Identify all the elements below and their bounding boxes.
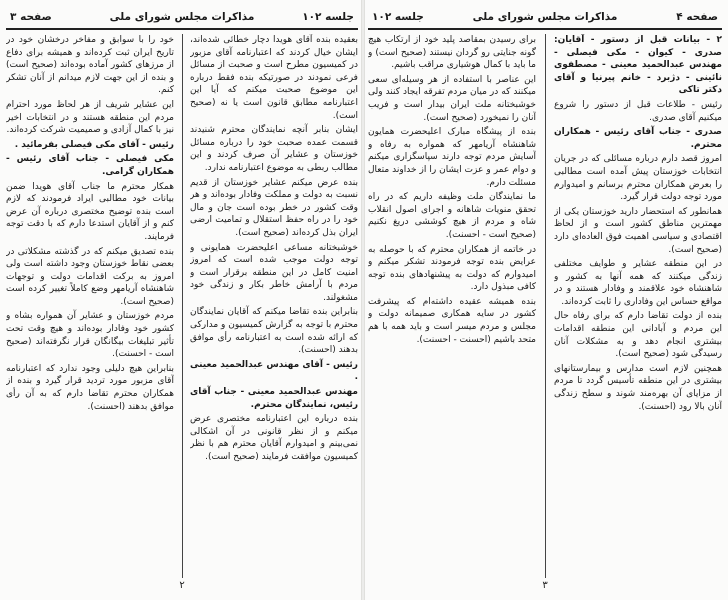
paragraph: بنابراین بنده تقاضا میکنم که آقایان نمایندگان محترم با توجه به گزارش کمیسیون و مدارکی که ارائه شده است به اعتبارنامه رأی موافق بدهند (احسنت).: [190, 307, 358, 356]
paragraph: همچنین لازم است مدارس و بیمارستانهای بیشتری در این منطقه تأسیس گردد تا مردم از مزایای آن بهره‌مند شوند و سطح زندگی آنان بالا رود (احسنت).: [554, 363, 722, 412]
right-page-label: صفحه ۴: [676, 11, 718, 23]
right-page: [368, 6, 722, 592]
paragraph: ایشان بنابر آنچه نمایندگان محترم شنیدند قسمت عمده صحبت خود را درباره مسائل خوزستان و عشایر آن صرف کردند و این مطالب ربطی به موضوع اعتبارنامه ندارد.: [190, 125, 358, 173]
paragraph: بنده عرض میکنم عشایر خوزستان از قدیم نسبت به دولت و مملکت وفادار بوده‌اند و هر وقت کشور در خطر بوده است جان و مال خود را در راه حفظ استقلال و تمامیت ارضی ایران بذل کرده‌اند (صحیح است).: [190, 177, 358, 238]
right-page-session: جلسه ۱۰۲: [372, 11, 424, 23]
paragraph: بنده از پیشگاه مبارک اعلیحضرت همایون شاهنشاه آریامهر که همواره به رفاه و آسایش مردم توجه دارند سپاسگزاری میکنم و دوام عمر و عزت ایشان را از خداوند متعال مسئلت دارم.: [368, 127, 536, 188]
paragraph: ما نمایندگان ملت وظیفه داریم که در راه تحقق منویات شاهانه و اجرای اصول انقلاب شاه و مردم از هیچ کوششی دریغ نکنیم (صحیح است - احسنت).: [368, 192, 536, 240]
paragraph: بنده درباره این اعتبارنامه مختصری عرض میکنم و از نظر قانونی در آن اشکالی نمی‌بینم و امیدوارم آقایان محترم هم با نظر کمیسیون موافقت فرمایند (صحیح است).: [190, 414, 358, 462]
paragraph: در این منطقه عشایر و طوایف مختلفی زندگی میکنند که همه آنها به کشور و شاهنشاه خود علاقمند و وفادار هستند و در مواقع حساس این وفاداری را ثابت کرده‌اند.: [554, 259, 722, 307]
paragraph: بنده همیشه عقیده داشته‌ام که پیشرفت کشور در سایه همکاری صمیمانه دولت و مجلس و مردم میسر است و باید همه با هم متحد باشیم (احسنت - احسنت).: [368, 296, 536, 345]
right-page-title: مذاکرات مجلس شورای ملی: [472, 11, 618, 23]
right-page-header: [368, 6, 722, 30]
paragraph: بنده تصدیق میکنم که در گذشته مشکلاتی در بعضی نقاط خوزستان وجود داشته است ولی امروز به برکت اقدامات دولت و توجهات شاهنشاه آریامهر وضع کاملاً تغییر کرده است (صحیح است).: [6, 246, 174, 307]
left-page: [6, 6, 358, 592]
speaker-line: صدری - جناب آقای رئیس - همکاران محترم.: [554, 127, 722, 150]
right-page-columns: [368, 34, 722, 578]
paragraph: خود را با سوابق و مفاخر درخشان خود در تاریخ ایران ثبت کرده‌اند و همیشه برای دفاع از مرزهای کشور آماده بوده‌اند (صحیح است) و بنده از این جهت لازم میدانم از آنان تشکر کنم.: [6, 35, 174, 96]
paragraph: ۲ - بیانات قبل از دستور - آقایان: صدری - کیوان - مکی فیصلی - مهندس عبدالحمید معینی - مصطفوی نائینی - دژبرد - خانم پیرنیا و آقای دکتر تاکی: [554, 35, 722, 96]
left-page-label: صفحه ۳: [10, 11, 52, 23]
left-page-columns: [6, 34, 358, 578]
paragraph: برای رسیدن بمقاصد پلید خود از ارتکاب هیچ گونه جنایتی رو گردان نیستند (صحیح است) و ما باید با کمال هوشیاری مراقب باشیم.: [368, 35, 536, 71]
left-page-column-left: [6, 34, 174, 578]
speaker-line: مکی فیصلی - جناب آقای رئیس - همکاران گرامی.: [6, 154, 174, 177]
paragraph: در خاتمه از همکاران محترم که با حوصله به عرایض بنده توجه فرمودند تشکر میکنم و امیدوارم که دولت به پیشنهادهای بنده توجه کافی مبذول دارد.: [368, 244, 536, 293]
column-divider: [545, 34, 546, 578]
left-page-folio: ۲: [179, 580, 185, 591]
paragraph: مردم خوزستان و عشایر آن همواره بشاه و کشور خود وفادار بوده‌اند و هیچ وقت تحت تأثیر تبلیغات بیگانگان قرار نگرفته‌اند (صحیح است - احسنت).: [6, 311, 174, 360]
book-gutter: [361, 0, 365, 600]
paragraph: بنابراین هیچ دلیلی وجود ندارد که اعتبارنامه آقای مزبور مورد تردید قرار گیرد و بنده از همکاران محترم تقاضا دارم که به آن رأی موافق بدهند (احسنت).: [6, 363, 174, 412]
right-page-folio: ۳: [542, 580, 548, 591]
right-page-column-left: [368, 34, 536, 578]
column-divider: [182, 34, 183, 578]
paragraph: امروز قصد دارم درباره مسائلی که در جریان انتخابات خوزستان پیش آمده است مطالبی را بعرض همکاران محترم برسانم و امیدوارم مورد توجه دولت قرار گیرد.: [554, 154, 722, 203]
left-page-header: [6, 6, 358, 30]
speaker-line: رئیس - آقای مکی فیصلی بفرمائید .: [14, 139, 174, 150]
paragraph: این عناصر با استفاده از هر وسیله‌ای سعی میکنند که در میان مردم تفرقه ایجاد کنند ولی خوشبختانه ملت ایران بیدار است و فریب آنان را نمیخورد (صحیح است).: [368, 74, 536, 123]
left-page-session: جلسه ۱۰۲: [302, 11, 354, 23]
paragraph: بعقیده بنده آقای هویدا دچار خطائی شده‌اند، ایشان خیال کردند که اعتبارنامه آقای مزبور در کمیسیون مطرح است و صحبت از مسائل فرعی نمودند در صورتیکه بنده فقط درباره این موضوع صحبت میکنم که آیا این اعتبارنامه مطابق قانون است یا نه (صحیح است).: [190, 35, 358, 121]
paragraph: بنده از دولت تقاضا دارم که برای رفاه حال این مردم و آبادانی این منطقه اقدامات بیشتری انجام دهد و به مشکلات آنان رسیدگی شود (صحیح است).: [554, 311, 722, 360]
paragraph: خوشبختانه مساعی اعلیحضرت همایونی و توجه دولت موجب شده است که امروز امنیت کامل در این منطقه برقرار است و مردم با آرامش خاطر بکار و زندگی خود مشغولند.: [190, 242, 358, 303]
paragraph: همانطور که استحضار دارید خوزستان یکی از مهمترین مناطق کشور است و از لحاظ اقتصادی و سیاسی اهمیت فوق العاده‌ای دارد (صحیح است).: [554, 206, 722, 255]
paragraph: این عشایر شریف از هر لحاظ مورد احترام مردم این منطقه هستند و در انتخابات اخیر نیز با کمال آزادی و صمیمیت شرکت کرده‌اند.: [6, 99, 174, 136]
left-page-column-right: [190, 34, 358, 578]
paragraph: رئیس - طلاعات قبل از دستور را شروع میکنیم آقای صدری.: [554, 99, 722, 123]
speaker-line: مهندس عبدالحمید معینی - جناب آقای رئیس، نمایندگان محترم.: [190, 387, 358, 410]
speaker-line: رئیس - آقای مهندس عبدالحمید معینی .: [190, 359, 358, 383]
left-page-title: مذاکرات مجلس شورای ملی: [109, 11, 255, 23]
right-page-column-right: [554, 34, 722, 578]
paragraph: همکار محترم ما جناب آقای هویدا ضمن بیانات خود مطالبی ایراد فرمودند که لازم است بنده توضیح مختصری درباره آن عرض کنم و از آقایان استدعا دارم که با دقت توجه فرمایند.: [6, 181, 174, 242]
